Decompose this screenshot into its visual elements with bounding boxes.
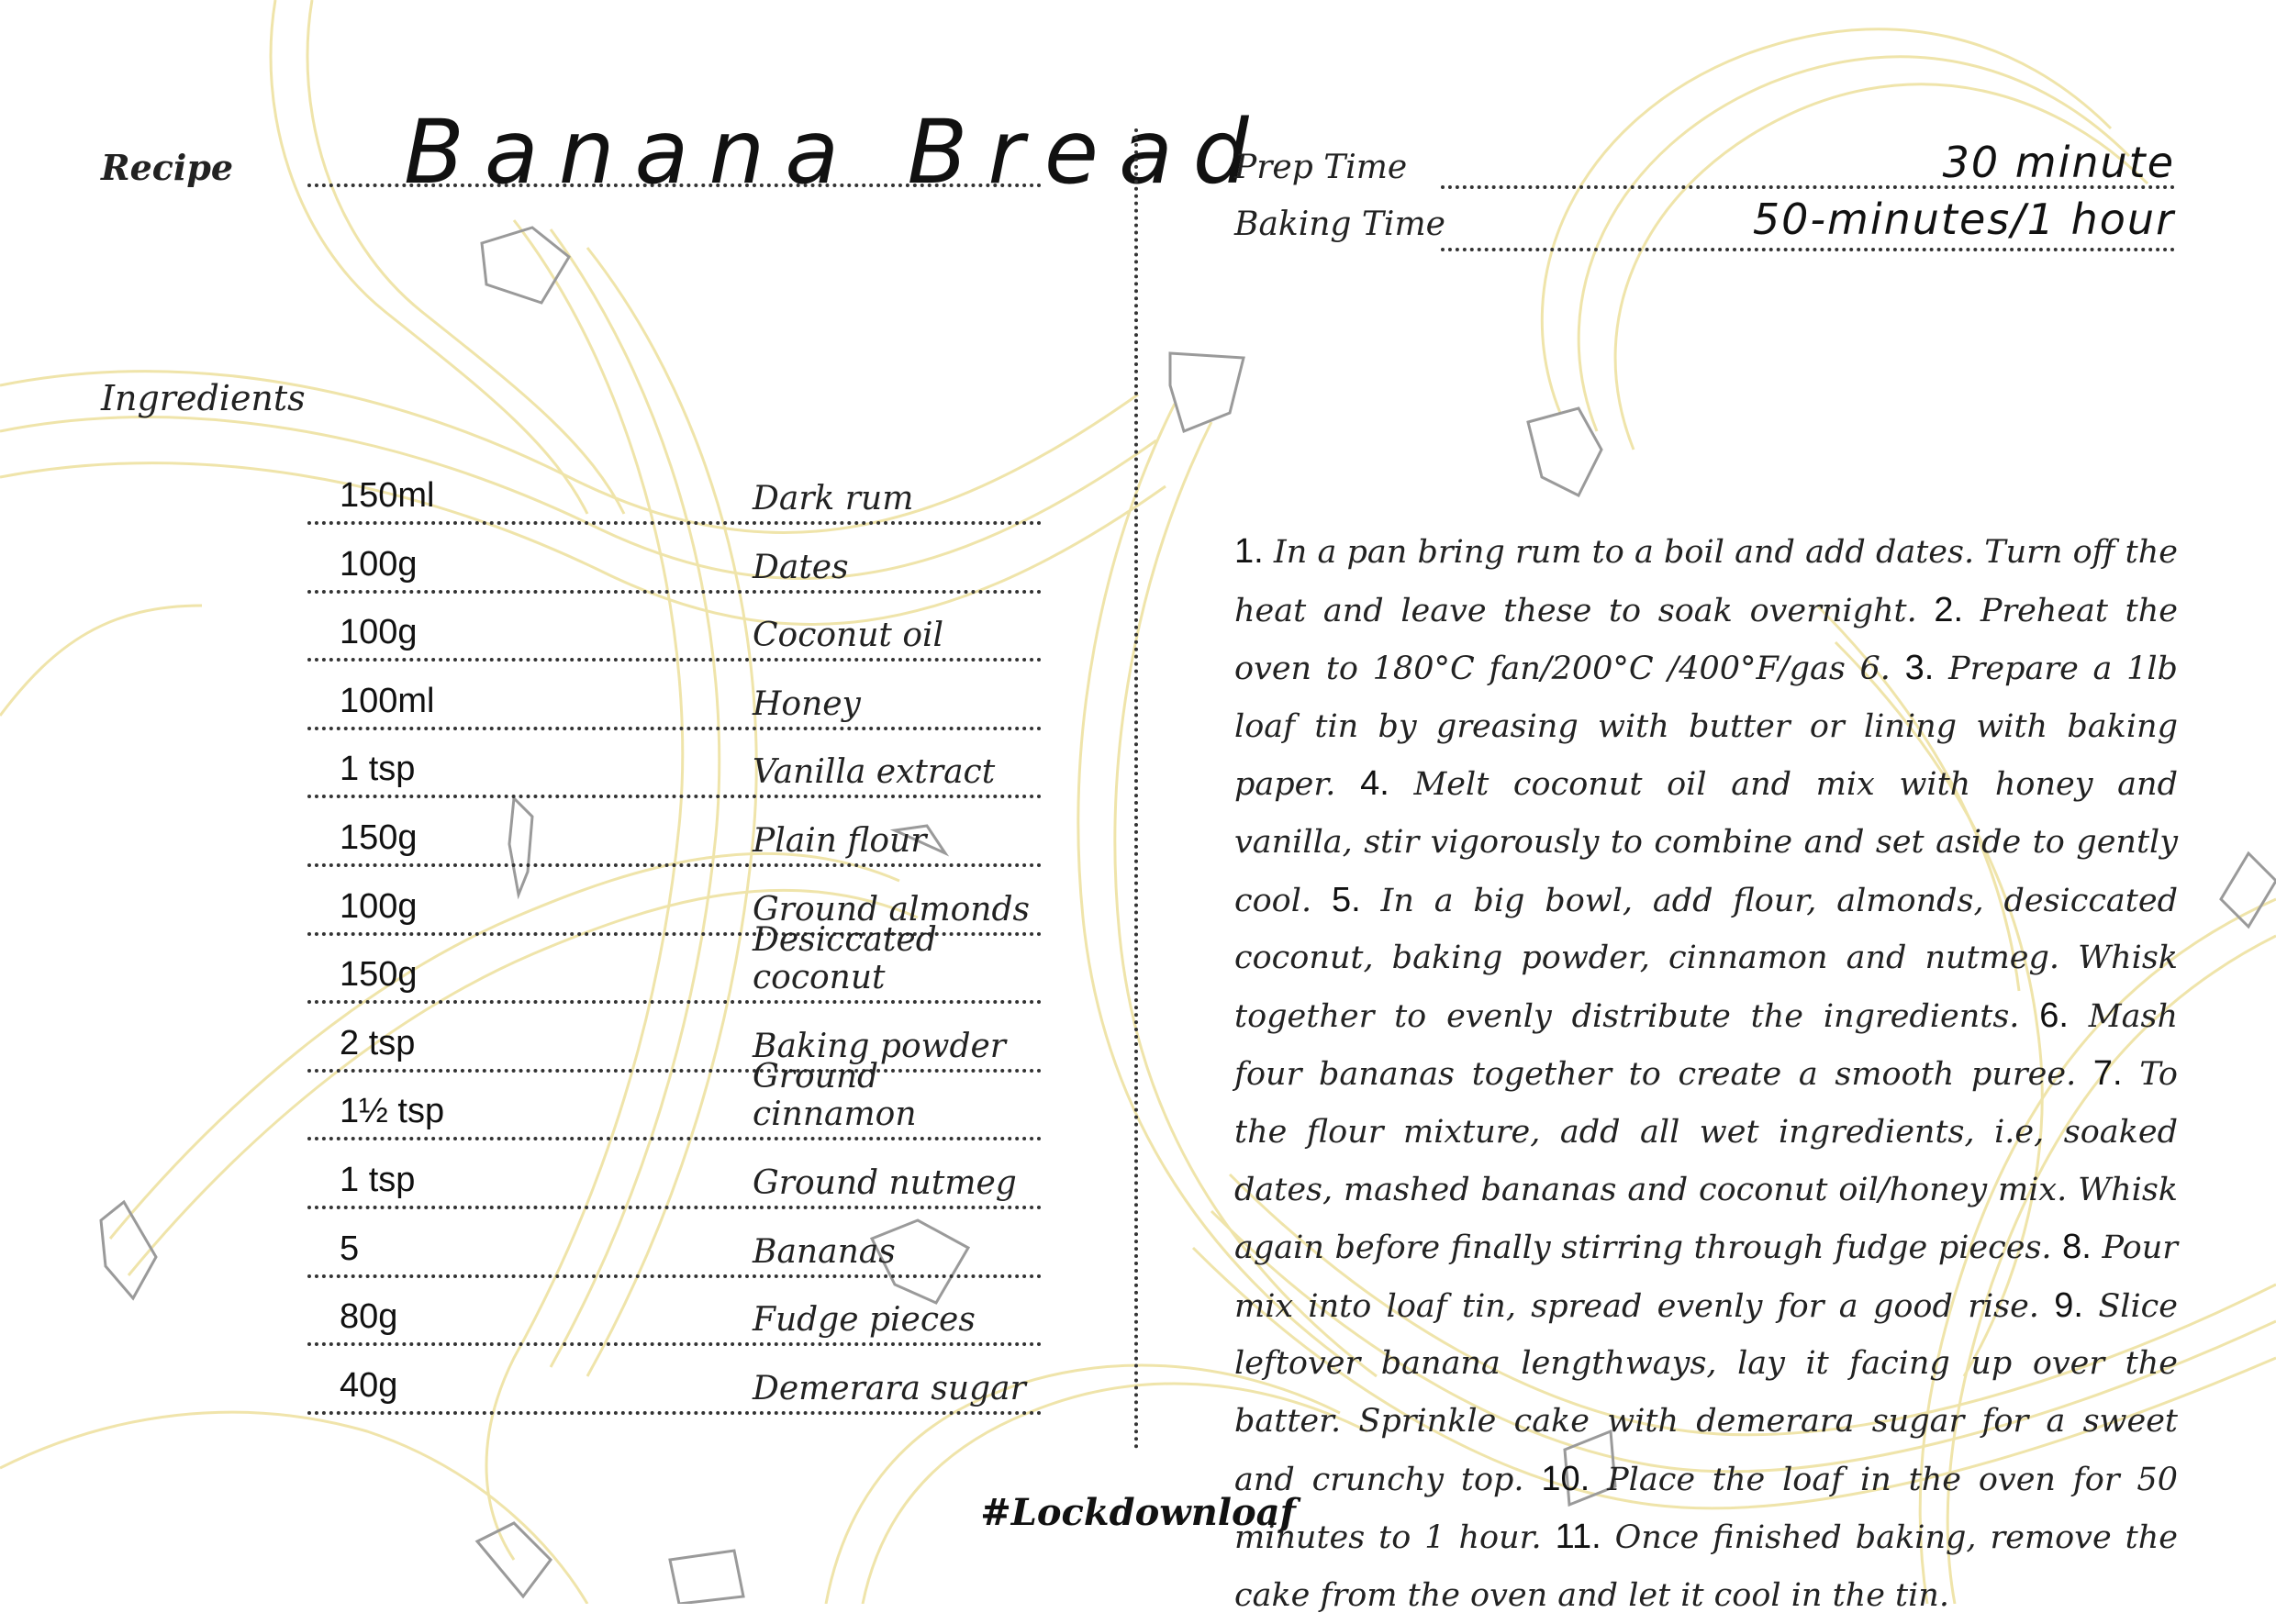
step-number: 3. bbox=[1904, 649, 1935, 688]
ingredient-name: Coconut oil bbox=[753, 617, 944, 655]
method-text bbox=[1234, 523, 2178, 1624]
ingredient-quantity: 100g bbox=[340, 613, 418, 652]
ingredient-name: Desiccated coconut bbox=[753, 921, 937, 997]
ingredient-quantity: 2 tsp bbox=[340, 1023, 416, 1062]
step-text: Once finished baking, remove the cake from the oven and let it cool in the tin. bbox=[1234, 1519, 2178, 1614]
ingredient-row bbox=[307, 589, 1042, 662]
column-divider bbox=[1134, 128, 1138, 1450]
ingredient-row bbox=[307, 726, 1042, 798]
prep-time-value: 30 minute bbox=[1942, 138, 2175, 187]
ingredient-name: Vanilla extract bbox=[753, 753, 996, 792]
step-text: In a pan bring rum to a boil and add dates. Turn off the heat and leave these to soak overnight. bbox=[1234, 534, 2178, 629]
ingredient-quantity: 100g bbox=[340, 886, 418, 926]
ingredient-name: Bananas bbox=[753, 1232, 896, 1271]
ingredient-row bbox=[307, 1206, 1042, 1278]
ingredient-row bbox=[307, 1058, 1042, 1140]
step-number: 10. bbox=[1541, 1459, 1590, 1498]
step-text: Prepare a 1lb loaf tin by greasing with butter or lining with baking paper. bbox=[1234, 651, 2178, 804]
ingredient-name: Dark rum bbox=[753, 480, 914, 517]
ingredient-quantity: 150ml bbox=[340, 476, 435, 515]
ingredient-name: Fudge pieces bbox=[753, 1301, 976, 1340]
step-number: 1. bbox=[1234, 532, 1264, 571]
step-number: 2. bbox=[1934, 590, 1964, 629]
step-number: 8. bbox=[2062, 1228, 2092, 1267]
ingredient-quantity: 80g bbox=[340, 1297, 398, 1337]
hashtag: #Lockdownloaf bbox=[980, 1491, 1296, 1534]
ingredient-quantity: 40g bbox=[340, 1365, 398, 1405]
step-text: Preheat the oven to 180°C fan/200°C /400°F/gas 6. bbox=[1234, 592, 2178, 688]
step-text: Mash four bananas together to create a smooth puree. bbox=[1234, 997, 2178, 1094]
step-number: 5. bbox=[1331, 880, 1361, 919]
step-text: Place the loaf in the oven for 50 minutes to 1 hour. bbox=[1234, 1461, 2178, 1557]
ingredient-row bbox=[307, 452, 1042, 525]
ingredient-name: Ground nutmeg bbox=[753, 1164, 1017, 1202]
ingredient-quantity: 1½ tsp bbox=[340, 1092, 445, 1131]
ingredient-name: Baking powder bbox=[753, 1027, 1007, 1065]
ingredient-name: Dates bbox=[753, 548, 849, 586]
ingredient-name: Ground cinnamon bbox=[753, 1058, 917, 1134]
ingredient-quantity: 5 bbox=[340, 1229, 360, 1268]
ingredient-quantity: 1 tsp bbox=[340, 750, 416, 789]
recipe-label: Recipe bbox=[101, 147, 234, 188]
ingredient-quantity: 1 tsp bbox=[340, 1161, 416, 1199]
ingredient-row bbox=[307, 658, 1042, 730]
baking-time-value: 50-minutes/1 hour bbox=[1752, 195, 2175, 244]
recipe-name: Banana Bread bbox=[404, 101, 1269, 204]
ingredient-row bbox=[307, 921, 1042, 1004]
step-number: 9. bbox=[2054, 1285, 2083, 1325]
step-text: In a big bowl, add flour, almonds, desiccated coconut, baking powder, cinnamon and nutmeg. Whisk together to evenly distribute the ingredients. bbox=[1234, 882, 2178, 1035]
ingredient-row bbox=[307, 1274, 1042, 1346]
ingredient-name: Honey bbox=[753, 684, 861, 723]
step-number: 7. bbox=[2092, 1054, 2123, 1094]
step-number: 6. bbox=[2039, 996, 2069, 1035]
ingredient-quantity: 150g bbox=[340, 955, 418, 995]
step-text: To the flour mixture, add all wet ingredients, i.e, soaked dates, mashed bananas and coconut oil/honey mix. Whisk again before finally stirring through fudge pieces. bbox=[1234, 1056, 2178, 1267]
ingredient-quantity: 150g bbox=[340, 818, 418, 857]
ingredient-quantity: 100ml bbox=[340, 681, 435, 720]
baking-time-label: Baking Time bbox=[1234, 206, 1445, 243]
step-number: 4. bbox=[1360, 764, 1389, 804]
step-text: Melt coconut oil and mix with honey and vanilla, stir vigorously to combine and set aside to gently cool. bbox=[1234, 766, 2178, 919]
ingredient-quantity: 100g bbox=[340, 544, 418, 584]
ingredient-row bbox=[307, 521, 1042, 594]
ingredient-row bbox=[307, 1342, 1042, 1415]
ingredients-heading: Ingredients bbox=[101, 378, 306, 418]
ingredient-row bbox=[307, 795, 1042, 867]
baking-time-line bbox=[1441, 248, 2175, 251]
ingredient-name: Plain flour bbox=[753, 822, 927, 860]
ingredient-row bbox=[307, 1137, 1042, 1209]
step-number: 11. bbox=[1555, 1518, 1601, 1557]
step-text: Slice leftover banana lengthways, lay it facing up over the batter. Sprinkle cake with demerara sugar for a sweet and crunchy top. bbox=[1234, 1287, 2178, 1498]
step-text: Pour mix into loaf tin, spread evenly for a good rise. bbox=[1234, 1229, 2178, 1325]
ingredient-name: Demerara sugar bbox=[753, 1369, 1026, 1407]
prep-time-label: Prep Time bbox=[1234, 149, 1408, 186]
ingredient-name: Ground almonds bbox=[753, 890, 1030, 929]
